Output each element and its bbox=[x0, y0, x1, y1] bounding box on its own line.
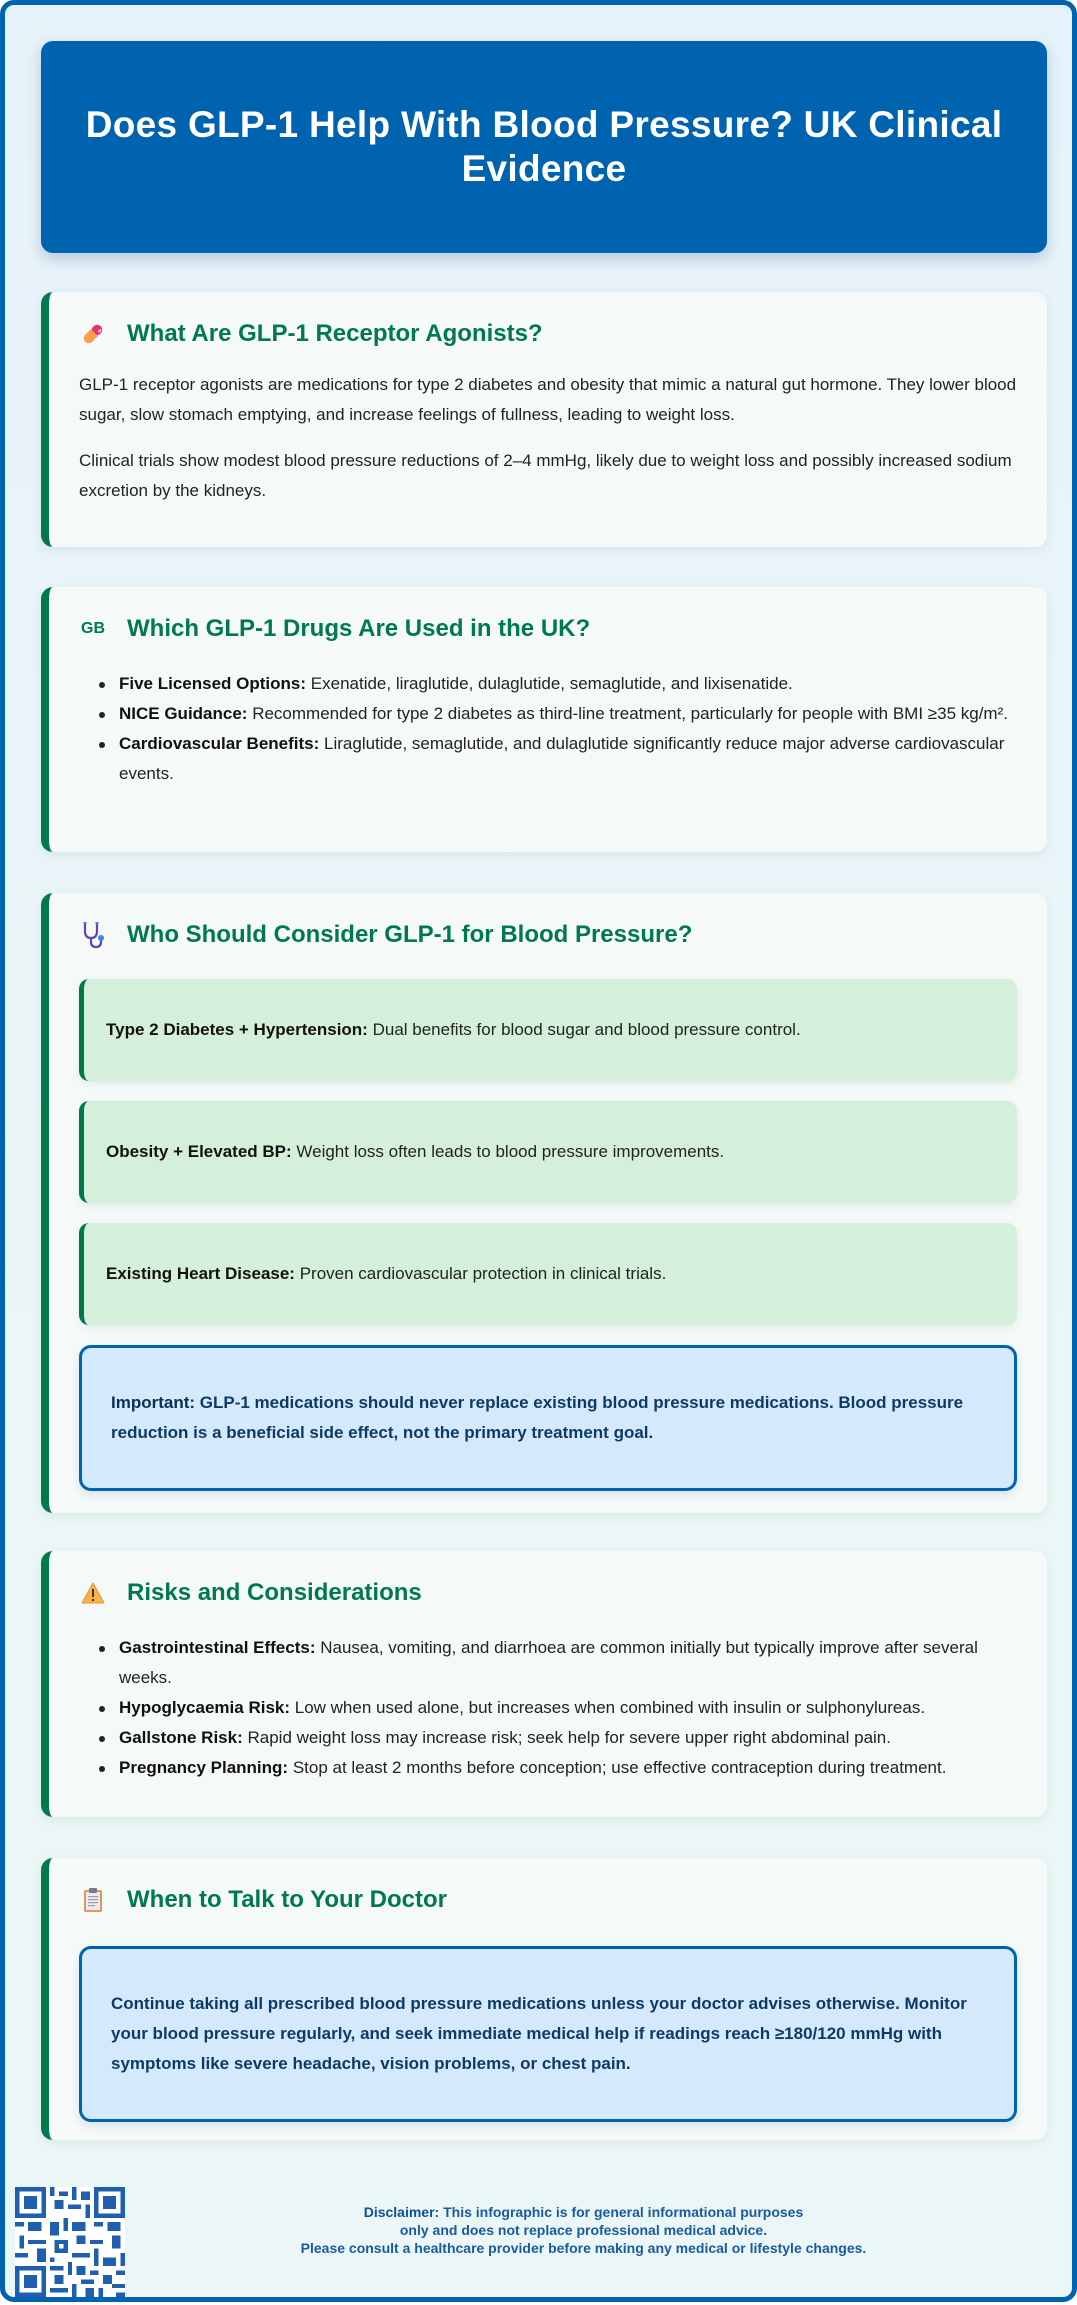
item-label: Five Licensed Options: bbox=[119, 674, 307, 693]
section-what-are-glp1 bbox=[41, 292, 1047, 547]
qr-code-icon[interactable] bbox=[15, 2187, 125, 2297]
item-label: Gallstone Risk: bbox=[119, 1728, 243, 1747]
section-talk-to-doctor bbox=[41, 1858, 1047, 2140]
item-text: Low when used alone, but increases when combined with insulin or sulphonylureas. bbox=[290, 1698, 926, 1717]
gb-flag-icon: GB bbox=[81, 620, 105, 637]
candidate-box bbox=[79, 1101, 1017, 1203]
footer bbox=[5, 2175, 1077, 2305]
drug-list bbox=[119, 669, 1017, 789]
box-label: Obesity + Elevated BP: bbox=[106, 1142, 292, 1161]
disclaimer-label: Disclaimer: bbox=[363, 2204, 440, 2220]
stethoscope-icon bbox=[79, 921, 107, 949]
item-text: Stop at least 2 months before conception; use effective contraception during treatment. bbox=[288, 1758, 947, 1777]
section-risks bbox=[41, 1551, 1047, 1817]
box-text: Weight loss often leads to blood pressure improvements. bbox=[291, 1142, 725, 1161]
section-header bbox=[79, 615, 1017, 643]
section-title: Who Should Consider GLP-1 for Blood Pressure? bbox=[127, 921, 693, 948]
item-text: Recommended for type 2 diabetes as third-line treatment, particularly for people with BMI ≥35 kg/m². bbox=[247, 704, 1008, 723]
doctor-callout bbox=[79, 1946, 1017, 2122]
item-text: Liraglutide, semaglutide, and dulaglutide significantly reduce major adverse cardiovascular events. bbox=[119, 734, 1005, 783]
section-title: Which GLP-1 Drugs Are Used in the UK? bbox=[127, 615, 591, 642]
disclaimer-text: This infographic is for general informational purposes bbox=[439, 2204, 804, 2220]
section-header bbox=[79, 1886, 1017, 1914]
clipboard-icon bbox=[79, 1886, 107, 1914]
paragraph: Clinical trials show modest blood pressure reductions of 2–4 mmHg, likely due to weight loss and possibly increased sodium excretion by the kidneys. bbox=[79, 451, 1012, 500]
callout-text: Continue taking all prescribed blood pressure medications unless your doctor advises otherwise. Monitor your blood pressure regularly, and seek immediate medical help if readings reach ≥180/120 mmHg with symptoms like severe headache, vision problems, or chest pain. bbox=[111, 1994, 967, 2073]
box-text: Proven cardiovascular protection in clinical trials. bbox=[294, 1264, 667, 1283]
candidate-boxes bbox=[79, 979, 1017, 1325]
important-text: GLP-1 medications should never replace existing blood pressure medications. Blood pressure reduction is a beneficial side effect, not the primary treatment goal. bbox=[111, 1393, 964, 1442]
disclaimer-text: Please consult a healthcare provider before making any medical or lifestyle changes. bbox=[300, 2240, 867, 2256]
disclaimer-text: only and does not replace professional medical advice. bbox=[399, 2222, 768, 2238]
section-header bbox=[79, 1579, 1017, 1607]
header-banner bbox=[41, 41, 1047, 253]
section-header bbox=[79, 320, 1017, 348]
page-title: Does GLP-1 Help With Blood Pressure? UK Clinical Evidence bbox=[85, 103, 1003, 189]
list-item bbox=[119, 1693, 1017, 1723]
section-header bbox=[79, 921, 1017, 949]
list-item bbox=[119, 669, 1017, 699]
item-label: NICE Guidance: bbox=[119, 704, 248, 723]
item-label: Gastrointestinal Effects: bbox=[119, 1638, 316, 1657]
item-text: Exenatide, liraglutide, dulaglutide, semaglutide, and lixisenatide. bbox=[306, 674, 793, 693]
important-callout bbox=[79, 1345, 1017, 1491]
box-label: Existing Heart Disease: bbox=[106, 1264, 295, 1283]
section-title: Risks and Considerations bbox=[127, 1579, 422, 1606]
warning-icon bbox=[79, 1579, 107, 1607]
candidate-box bbox=[79, 979, 1017, 1081]
pill-icon bbox=[79, 320, 107, 348]
list-item bbox=[119, 1633, 1017, 1693]
risk-list bbox=[119, 1633, 1017, 1783]
disclaimer bbox=[125, 2203, 1042, 2257]
box-label: Type 2 Diabetes + Hypertension: bbox=[106, 1020, 368, 1039]
candidate-box bbox=[79, 1223, 1017, 1325]
list-item bbox=[119, 699, 1017, 729]
item-label: Hypoglycaemia Risk: bbox=[119, 1698, 291, 1717]
section-who-should-consider bbox=[41, 893, 1047, 1513]
list-item bbox=[119, 729, 1017, 789]
section-uk-drugs bbox=[41, 587, 1047, 852]
item-label: Pregnancy Planning: bbox=[119, 1758, 289, 1777]
item-text: Rapid weight loss may increase risk; seek help for severe upper right abdominal pain. bbox=[242, 1728, 891, 1747]
box-text: Dual benefits for blood sugar and blood pressure control. bbox=[367, 1020, 801, 1039]
list-item bbox=[119, 1723, 1017, 1753]
section-title: When to Talk to Your Doctor bbox=[127, 1886, 447, 1913]
list-item bbox=[119, 1753, 1017, 1783]
paragraph: GLP-1 receptor agonists are medications for type 2 diabetes and obesity that mimic a natural gut hormone. They lower blood sugar, slow stomach emptying, and increase feelings of fullness, leading to weight loss. bbox=[79, 375, 1017, 424]
important-label: Important: bbox=[111, 1393, 196, 1412]
item-label: Cardiovascular Benefits: bbox=[119, 734, 320, 753]
section-title: What Are GLP-1 Receptor Agonists? bbox=[127, 320, 543, 347]
item-text: Nausea, vomiting, and diarrhoea are common initially but typically improve after several weeks. bbox=[119, 1638, 978, 1687]
